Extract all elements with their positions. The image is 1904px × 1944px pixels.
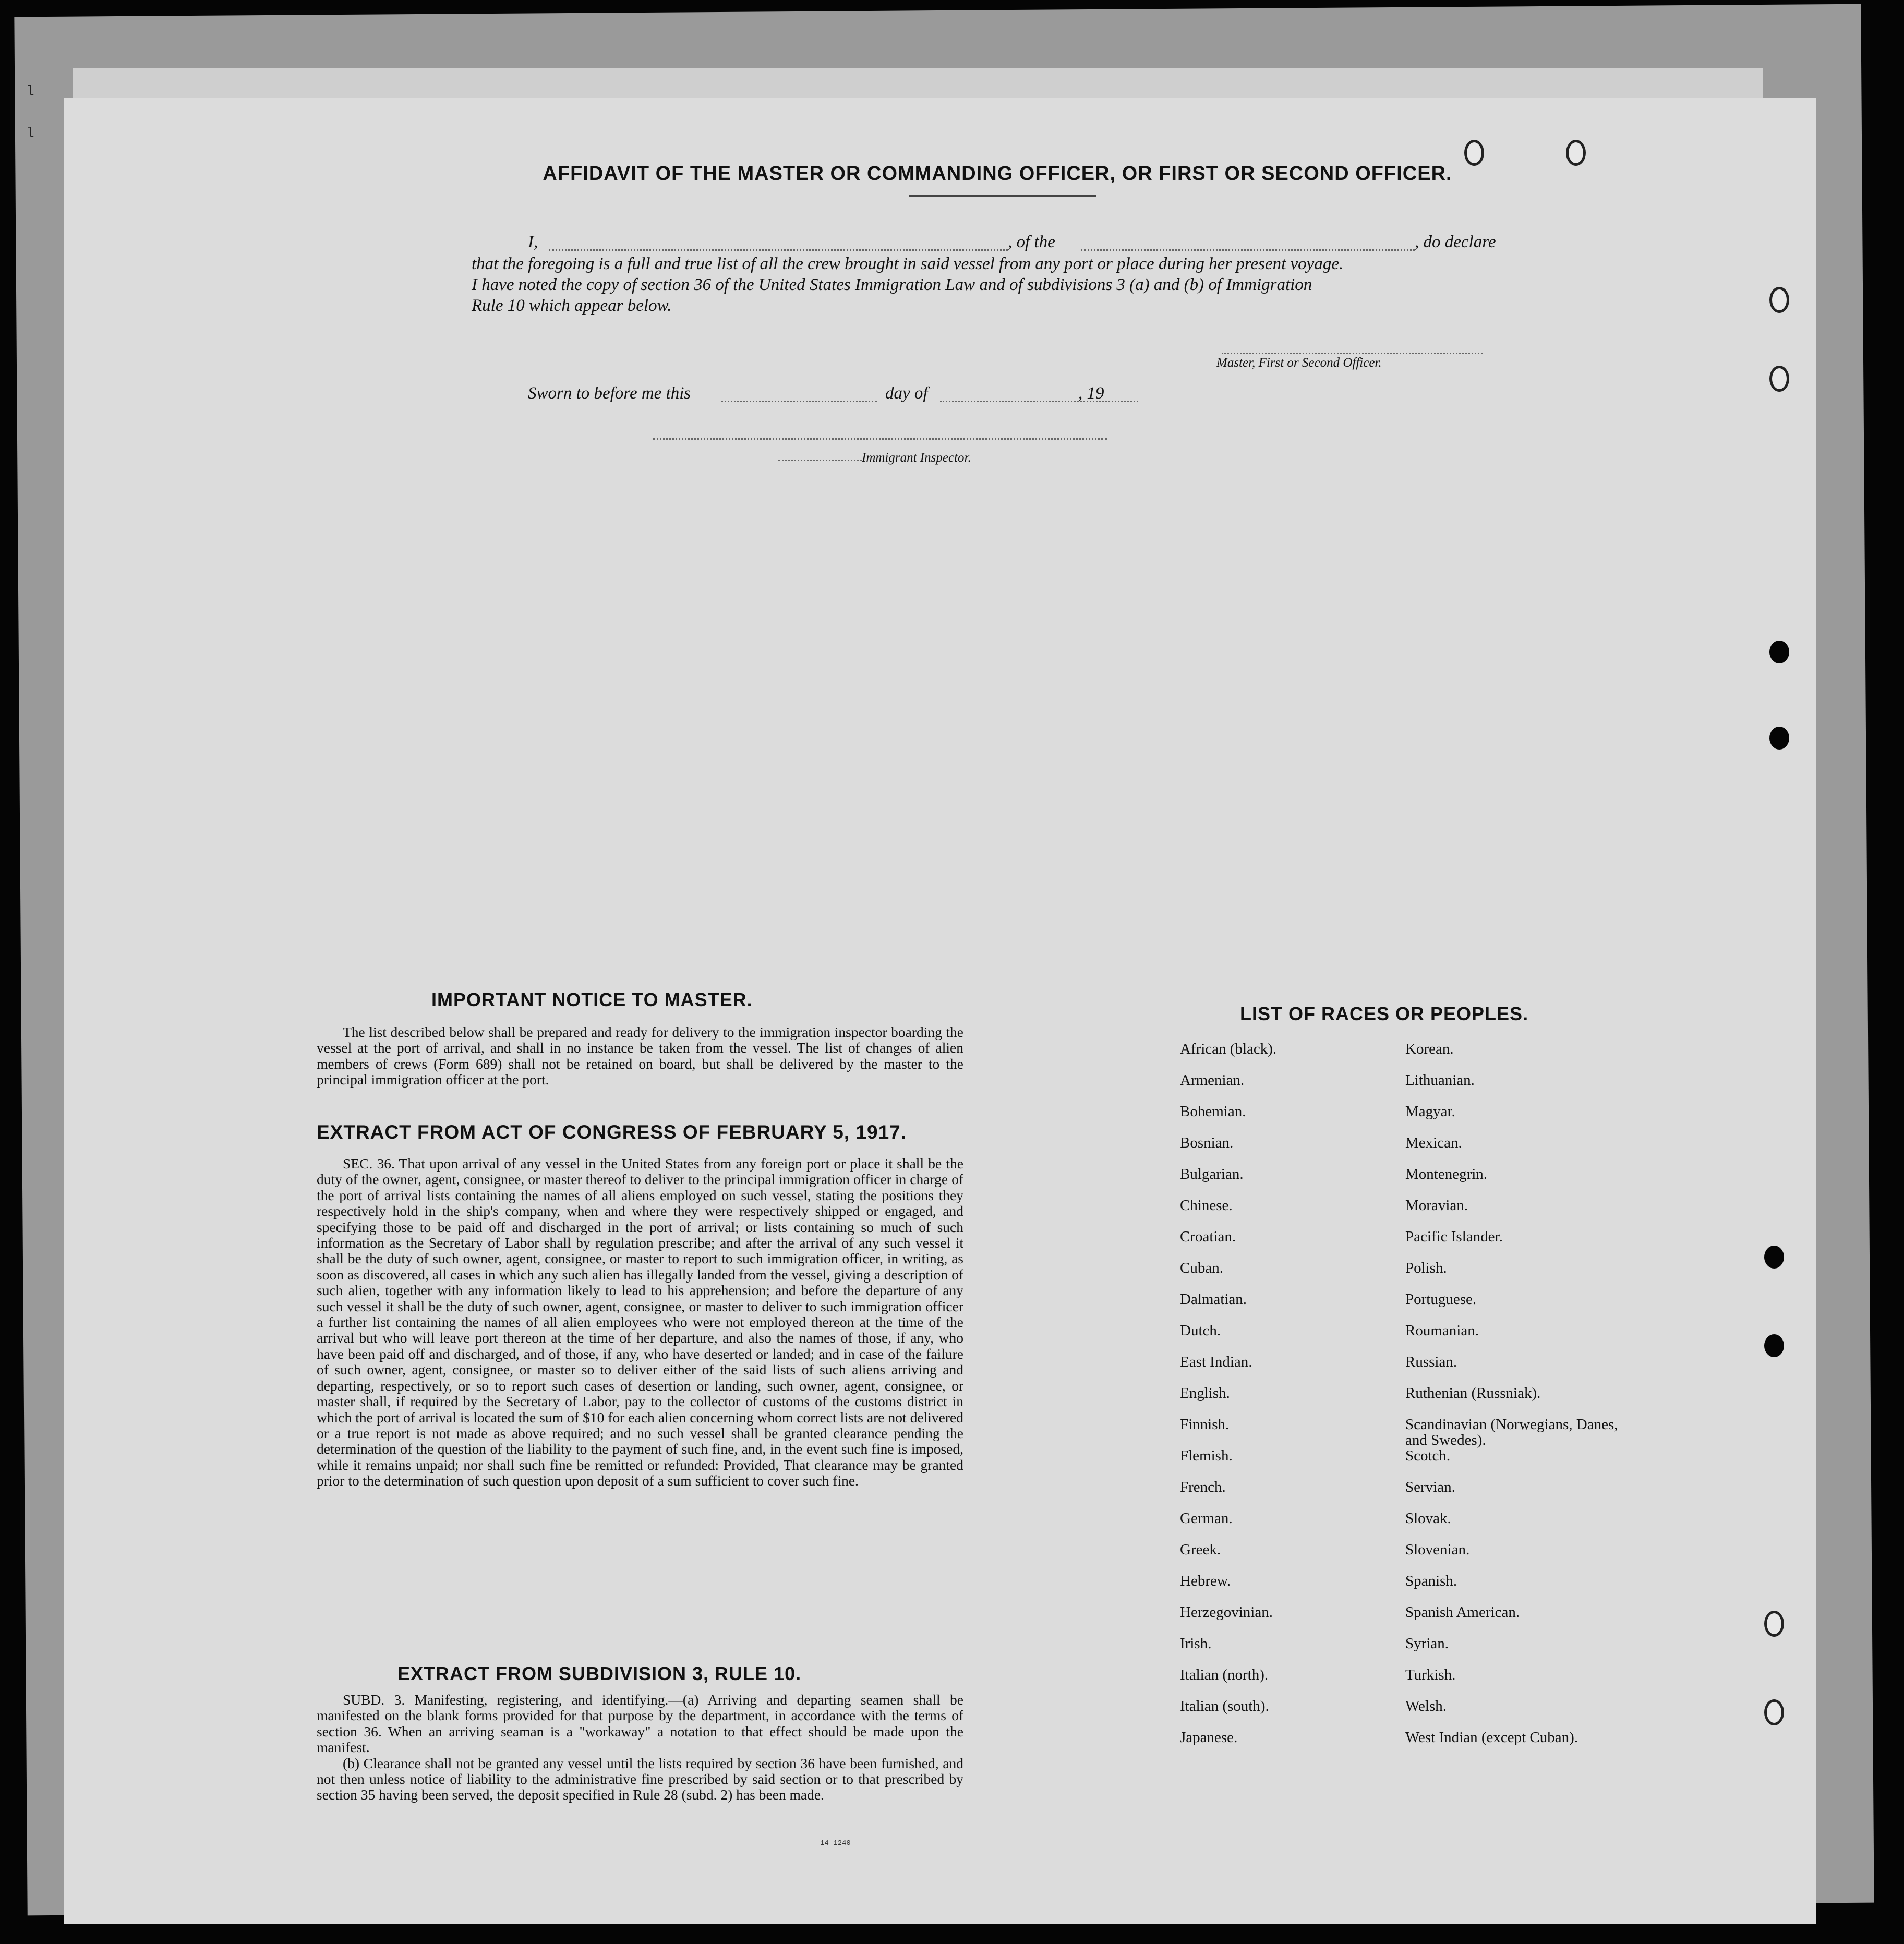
affidavit-title: AFFIDAVIT OF THE MASTER OR COMMANDING OFFICER, OR FIRST OR SECOND OFFICER. <box>543 163 1452 185</box>
inspector-signature-field[interactable] <box>653 438 1107 440</box>
race-item: Spanish. <box>1405 1573 1457 1589</box>
race-item: German. <box>1180 1510 1233 1527</box>
notice-text <box>317 1024 963 1088</box>
vessel-field[interactable] <box>1081 249 1415 251</box>
race-item: Scotch. <box>1405 1447 1451 1464</box>
punch-hole <box>1769 727 1789 750</box>
form-number: 14—1240 <box>820 1839 851 1848</box>
race-item: Dalmatian. <box>1180 1291 1247 1308</box>
binder-hole <box>1769 287 1789 313</box>
subdivision-b-paragraph: (b) Clearance shall not be granted any vessel until the lists required by section 36 have been furnished, and not then unless notice of liability to the administrative fine prescribed by said section or to that prescribed by section 35 having been served, the deposit specified in Rule 28 (subd. 2) has been made. <box>317 1755 963 1803</box>
race-item: Russian. <box>1405 1354 1457 1370</box>
day-of-label: day of <box>885 384 928 403</box>
race-item: Mexican. <box>1405 1134 1462 1151</box>
year-label: , 19 <box>1078 384 1104 403</box>
race-item: Slovak. <box>1405 1510 1451 1527</box>
act-extract-title: EXTRACT FROM ACT OF CONGRESS OF FEBRUARY 5, 1917. <box>317 1121 907 1143</box>
rule-extract-title: EXTRACT FROM SUBDIVISION 3, RULE 10. <box>397 1663 802 1684</box>
rule-extract-text <box>317 1692 963 1803</box>
race-item: Italian (south). <box>1180 1698 1269 1714</box>
inspector-caption: Immigrant Inspector. <box>862 451 971 465</box>
sworn-label: Sworn to before me this <box>528 384 691 403</box>
act-extract-text <box>317 1156 963 1489</box>
race-item: Dutch. <box>1180 1322 1221 1339</box>
race-item: Bulgarian. <box>1180 1166 1244 1182</box>
race-item: English. <box>1180 1385 1230 1402</box>
race-item: Finnish. <box>1180 1416 1230 1433</box>
name-field[interactable] <box>549 249 1008 251</box>
section-36-paragraph: SEC. 36. That upon arrival of any vessel in the United States from any foreign port or place it shall be the duty of the owner, agent, consignee, or master thereof to deliver to the principal immigration officer in charge of the port of arrival lists containing the names of all aliens employed on such vessel, stating the positions they respectively hold in the ship's company, when and where they were respectively shipped or engaged, and specifying those to be paid off and discharged in the port of arrival; or lists containing so much of such information as the Secretary of Labor shall by regulation prescribe; and after the arrival of any such vessel it shall be the duty of such owner, agent, consignee, or master to report to such immigration officer, in writing, as soon as discovered, all cases in which any such alien has illegally landed from the vessel, giving a description of such alien, together with any information likely to lead to his apprehension; and before the departure of any such vessel it shall be the duty of such owner, agent, consignee, or master to deliver to such immigration officer a further list containing the names of all alien employees who were not employed thereon at the time of the arrival but who will leave port thereon at the time of her departure, and also the names of those, if any, who have been paid off and discharged, and of those, if any, who have deserted or landed; and in case of the failure of such owner, agent, consignee, or master so to deliver either of the said lists of such aliens arriving and departing, respectively, or so to report such cases of desertion or landing, such owner, agent, consignee, or master shall, if required by the Secretary of Labor, pay to the collector of customs of the customs district in which the port of arrival is located the sum of $10 for each alien concerning whom correct lists are not delivered or a true report is not made as above required; and no such vessel shall be granted clearance pending the determination of the question of the liability to the payment of such fine, and, in the event such fine is imposed, while it remains unpaid; nor shall such fine be remitted or refunded: Provided, That clearance may be granted prior to the determination of such question upon deposit of a sum sufficient to cover such fine. <box>317 1155 963 1489</box>
races-title: LIST OF RACES OR PEOPLES. <box>1240 1003 1529 1024</box>
races-left-column <box>1180 1041 1394 1761</box>
affidavit-line-3: Rule 10 which appear below. <box>472 296 672 315</box>
left-margin-mark: l <box>26 83 34 99</box>
race-item: Servian. <box>1405 1479 1455 1495</box>
affidavit-line-2: I have noted the copy of section 36 of the United States Immigration Law and of subdivisions 3 (a) and (b) of Immigration <box>472 275 1312 294</box>
race-item: Hebrew. <box>1180 1573 1231 1589</box>
race-item: Welsh. <box>1405 1698 1447 1714</box>
race-item: Bohemian. <box>1180 1103 1246 1120</box>
subdivision-a-paragraph: SUBD. 3. Manifesting, registering, and identifying.—(a) Arriving and departing seamen shall be manifested on the blank forms provided for that purpose by the department, in accordance with the terms of section 36. When an arriving seaman is a "workaway" a notation to that effect should be made upon the manifest. <box>317 1692 963 1756</box>
binder-hole <box>1764 1699 1784 1725</box>
race-item: Japanese. <box>1180 1729 1238 1746</box>
race-item: Armenian. <box>1180 1072 1245 1089</box>
day-field[interactable] <box>721 401 877 402</box>
race-item: Herzegovinian. <box>1180 1604 1273 1621</box>
manifest-page <box>64 98 1816 1924</box>
race-item: Pacific Islander. <box>1405 1228 1503 1245</box>
of-the-label: , of the <box>1008 233 1055 251</box>
race-item: Croatian. <box>1180 1228 1236 1245</box>
race-item: Syrian. <box>1405 1635 1449 1652</box>
race-item: Slovenian. <box>1405 1541 1470 1558</box>
race-item: Flemish. <box>1180 1447 1233 1464</box>
race-item: West Indian (except Cuban). <box>1405 1729 1578 1746</box>
binder-hole <box>1464 140 1484 166</box>
notice-title: IMPORTANT NOTICE TO MASTER. <box>431 989 753 1010</box>
binder-hole <box>1566 140 1586 166</box>
race-item: Lithuanian. <box>1405 1072 1475 1089</box>
races-right-column <box>1405 1041 1619 1761</box>
month-field[interactable] <box>940 401 1138 402</box>
signature-caption: Master, First or Second Officer. <box>1216 356 1382 370</box>
binder-hole <box>1769 366 1789 392</box>
race-item: Cuban. <box>1180 1260 1223 1276</box>
inspector-dots <box>778 460 862 461</box>
punch-hole <box>1764 1246 1784 1269</box>
race-item: Italian (north). <box>1180 1667 1269 1683</box>
race-item: Roumanian. <box>1405 1322 1479 1339</box>
i-label: I, <box>528 233 538 251</box>
affidavit-line-1: that the foregoing is a full and true list of all the crew brought in said vessel from any port or place during her present voyage. <box>472 255 1344 273</box>
punch-hole <box>1769 641 1789 663</box>
do-declare-label: , do declare <box>1415 233 1496 251</box>
race-item: Scandinavian (Norwegians, Danes, and Swedes). <box>1405 1416 1618 1448</box>
title-underline <box>909 195 1096 197</box>
race-item: East Indian. <box>1180 1354 1252 1370</box>
race-item: Portuguese. <box>1405 1291 1477 1308</box>
race-item: African (black). <box>1180 1041 1277 1057</box>
race-item: Turkish. <box>1405 1667 1456 1683</box>
race-item: Chinese. <box>1180 1197 1233 1214</box>
race-item: Moravian. <box>1405 1197 1468 1214</box>
race-item: Ruthenian (Russniak). <box>1405 1385 1541 1402</box>
race-item: Bosnian. <box>1180 1134 1234 1151</box>
race-item: Montenegrin. <box>1405 1166 1488 1182</box>
race-item: Polish. <box>1405 1260 1447 1276</box>
race-item: Spanish American. <box>1405 1604 1520 1621</box>
signature-field[interactable] <box>1222 353 1483 354</box>
punch-hole <box>1764 1334 1784 1357</box>
left-margin-mark-2: l <box>26 125 34 141</box>
race-item: Magyar. <box>1405 1103 1455 1120</box>
binder-hole <box>1764 1611 1784 1637</box>
race-item: Korean. <box>1405 1041 1454 1057</box>
race-item: Greek. <box>1180 1541 1221 1558</box>
race-item: French. <box>1180 1479 1226 1495</box>
notice-paragraph: The list described below shall be prepared and ready for delivery to the immigration inspector boarding the vessel at the port of arrival, and shall in no instance be taken from the vessel. The list of changes of alien members of crews (Form 689) shall not be retained on board, but shall be delivered by the master to the principal immigration officer at the port. <box>317 1024 963 1088</box>
race-item: Irish. <box>1180 1635 1212 1652</box>
